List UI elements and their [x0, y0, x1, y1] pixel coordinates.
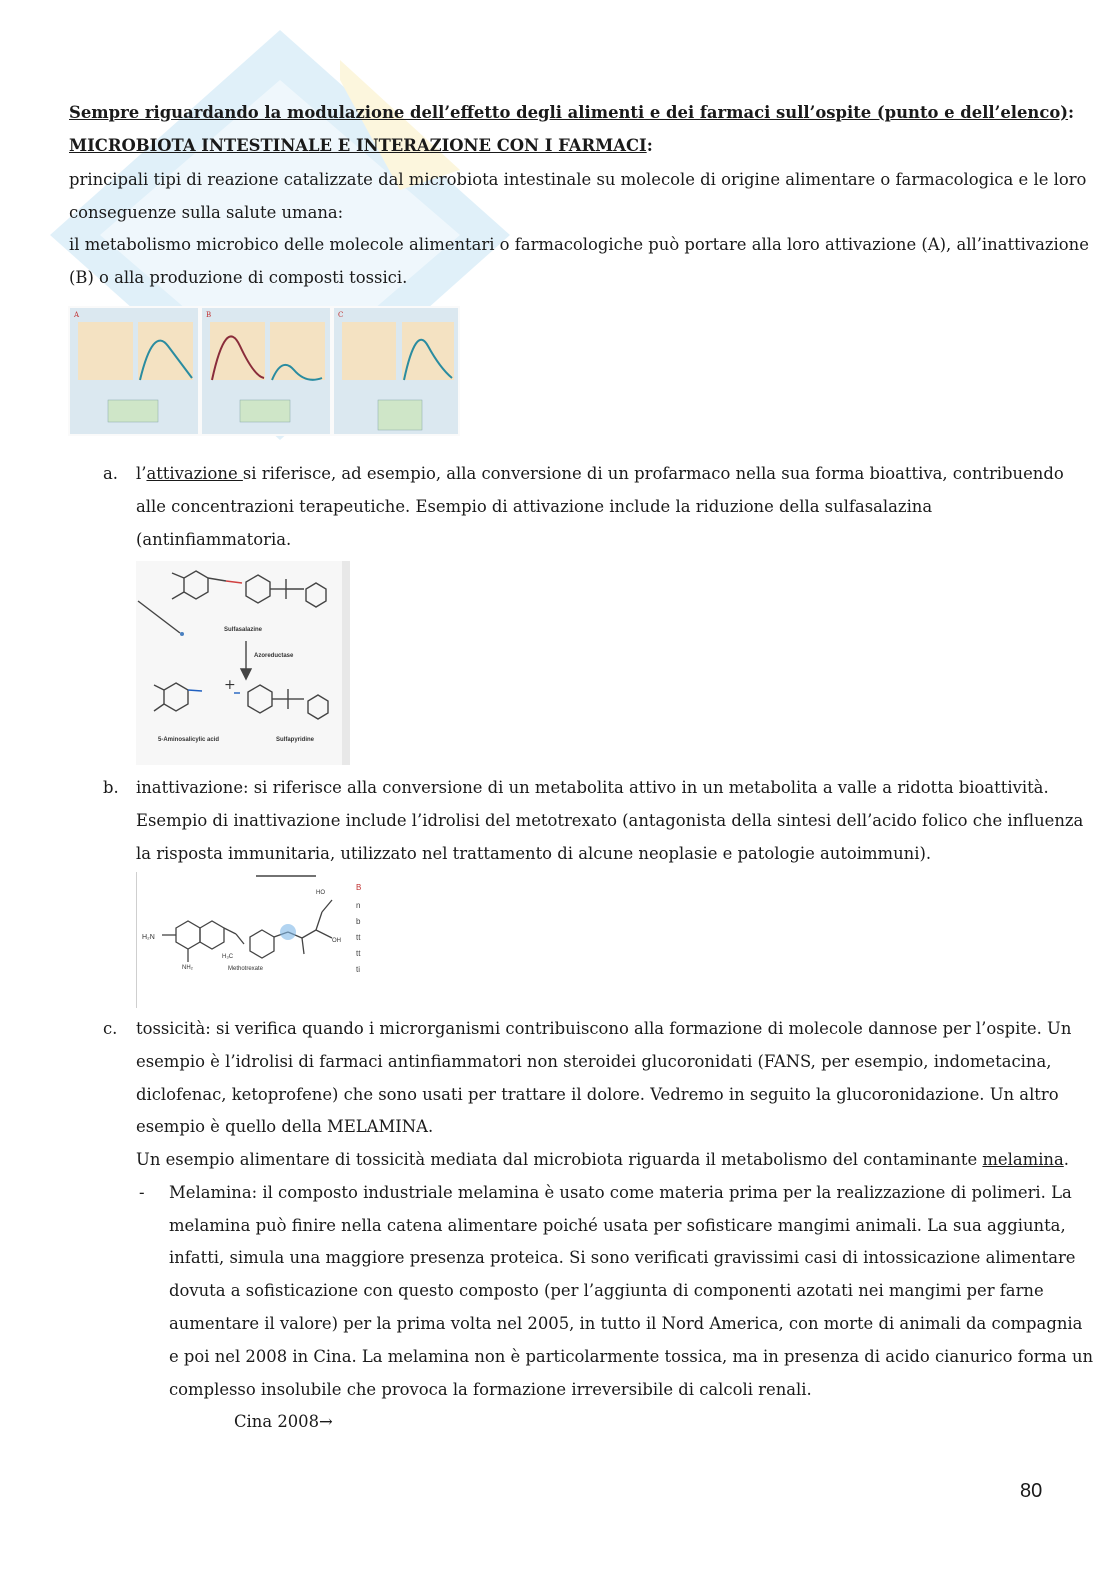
svg-text:HO: HO — [316, 890, 325, 896]
cina-2008-note: Cina 2008→ — [234, 1412, 333, 1431]
plus-sign: + — [224, 677, 236, 693]
item-b-line: la risposta immunitaria, utilizzato nel trattamento di alcune neoplasie e patologie autoimmuni). — [136, 844, 932, 863]
heading-title: Sempre riguardando la modulazione dell’effetto degli alimenti e dei farmaci sull’ospite (punto e dell’elenco) — [69, 103, 1069, 122]
list-label-b: b. — [103, 778, 119, 797]
item-c-line: diclofenac, ketoprofene) che sono usati per trattare il dolore. Vedremo in seguito la glucoronidazione. Un altro — [136, 1085, 1059, 1104]
activation-term: attivazione — [146, 464, 243, 483]
item-b-line: inattivazione: si riferisce alla conversione di un metabolita attivo in un metabolita a valle a ridotta bioattività. — [136, 778, 1049, 797]
microbiota-reaction-figure — [68, 306, 460, 436]
list-label-a: a. — [103, 464, 118, 483]
panel-b-label: B — [206, 311, 212, 319]
item-c-line: esempio è l’idrolisi di farmaci antinfiammatori non steroidei glucoronidati (FANS, per esempio, indometacina, — [136, 1052, 1052, 1071]
svg-text:NH₂: NH₂ — [182, 965, 193, 971]
sulfasalazine-reaction-figure — [136, 561, 350, 765]
melamine-term: melamina — [982, 1150, 1064, 1169]
intro-line: il metabolismo microbico delle molecole alimentari o farmacologiche può portare alla loro attivazione (A), all’inattivazione — [69, 235, 1089, 254]
panel-a-label: A — [74, 311, 80, 319]
intro-line: (B) o alla produzione di composti tossici. — [69, 268, 408, 287]
sulfapyridine-label: Sulfapyridine — [276, 737, 315, 743]
sub-item-line: e poi nel 2008 in Cina. La melamina non è particolarmente tossica, ma in presenza di acido cianurico forma un — [169, 1347, 1094, 1366]
hydrolysis-site-marker — [280, 924, 296, 940]
item-a-line: alle concentrazioni terapeutiche. Esempio di attivazione include la riduzione della sulfasalazina — [136, 497, 933, 516]
sub-item-bullet: - — [139, 1183, 145, 1202]
svg-text:H₂N: H₂N — [142, 934, 155, 941]
panel-a — [70, 308, 198, 434]
svg-text:n: n — [356, 901, 361, 910]
item-c-line: tossicità: si verifica quando i microrganismi contribuiscono alla formazione di molecole dannose per l’ospite. Un — [136, 1019, 1072, 1038]
page-number: 80 — [1020, 1480, 1043, 1502]
sub-item-line: melamina può finire nella catena alimentare poiché usata per sofisticare mangimi animali. La sua aggiunta, — [169, 1216, 1066, 1235]
svg-text:B: B — [356, 883, 362, 892]
heading-line-2: MICROBIOTA INTESTINALE E INTERAZIONE CON I FARMACI: — [69, 136, 653, 155]
methotrexate-label: Methotrexate — [228, 966, 264, 972]
methotrexate-structure-figure — [136, 872, 366, 1008]
panel-b — [202, 308, 330, 434]
sub-item-line: Melamina: il composto industriale melamina è usato come materia prima per la realizzazione di polimeri. La — [169, 1183, 1072, 1202]
sub-item-line: dovuta a sofisticazione con questo composto (per l’aggiunta di componenti azotati nei mangimi per farne — [169, 1281, 1044, 1300]
item-c-line: Un esempio alimentare di tossicità mediata dal microbiota riguarda il metabolismo del contaminante melamina. — [136, 1150, 1069, 1169]
item-a-line: l’attivazione si riferisce, ad esempio, alla conversione di un profarmaco nella sua forma bioattiva, contribuendo — [136, 464, 1064, 483]
svg-text:ti: ti — [356, 965, 360, 974]
intro-line: principali tipi di reazione catalizzate dal microbiota intestinale su molecole di origine alimentare o farmacologica e le loro — [69, 170, 1087, 189]
item-c-line: esempio è quello della MELAMINA. — [136, 1117, 434, 1136]
heading-line-1: Sempre riguardando la modulazione dell’effetto degli alimenti e dei farmaci sull’ospite (punto e dell’elenco): — [69, 103, 1075, 122]
svg-text:H₃C: H₃C — [222, 954, 234, 960]
azoreductase-label: Azoreductase — [254, 653, 294, 659]
svg-text:OH: OH — [332, 938, 341, 944]
atom-marker — [180, 632, 184, 636]
item-b-line: Esempio di inattivazione include l’idrolisi del metotrexato (antagonista della sintesi dell’acido folico che influenza — [136, 811, 1084, 830]
sulfasalazine-label: Sulfasalazine — [224, 627, 263, 633]
svg-text:tt: tt — [356, 949, 361, 958]
list-label-c: c. — [103, 1019, 118, 1038]
svg-text:b: b — [356, 917, 361, 926]
section-title: MICROBIOTA INTESTINALE E INTERAZIONE CON I FARMACI — [69, 136, 647, 155]
sub-item-line: complesso insolubile che provoca la formazione irreversibile di calcoli renali. — [169, 1380, 812, 1399]
intro-line: conseguenze sulla salute umana: — [69, 203, 344, 222]
panel-c-label: C — [338, 311, 344, 319]
sub-item-line: aumentare il valore) per la prima volta nel 2005, in tutto il Nord America, con morte di animali da compagnia — [169, 1314, 1083, 1333]
svg-text:tt: tt — [356, 933, 361, 942]
item-a-line: (antinfiammatoria. — [136, 530, 292, 549]
sub-item-line: infatti, simula una maggiore presenza proteica. Si sono verificati gravissimi casi di intossicazione alimentare — [169, 1248, 1076, 1267]
aminosalicylic-acid-label: 5-Aminosalicylic acid — [158, 737, 220, 743]
panel-c — [334, 308, 458, 434]
